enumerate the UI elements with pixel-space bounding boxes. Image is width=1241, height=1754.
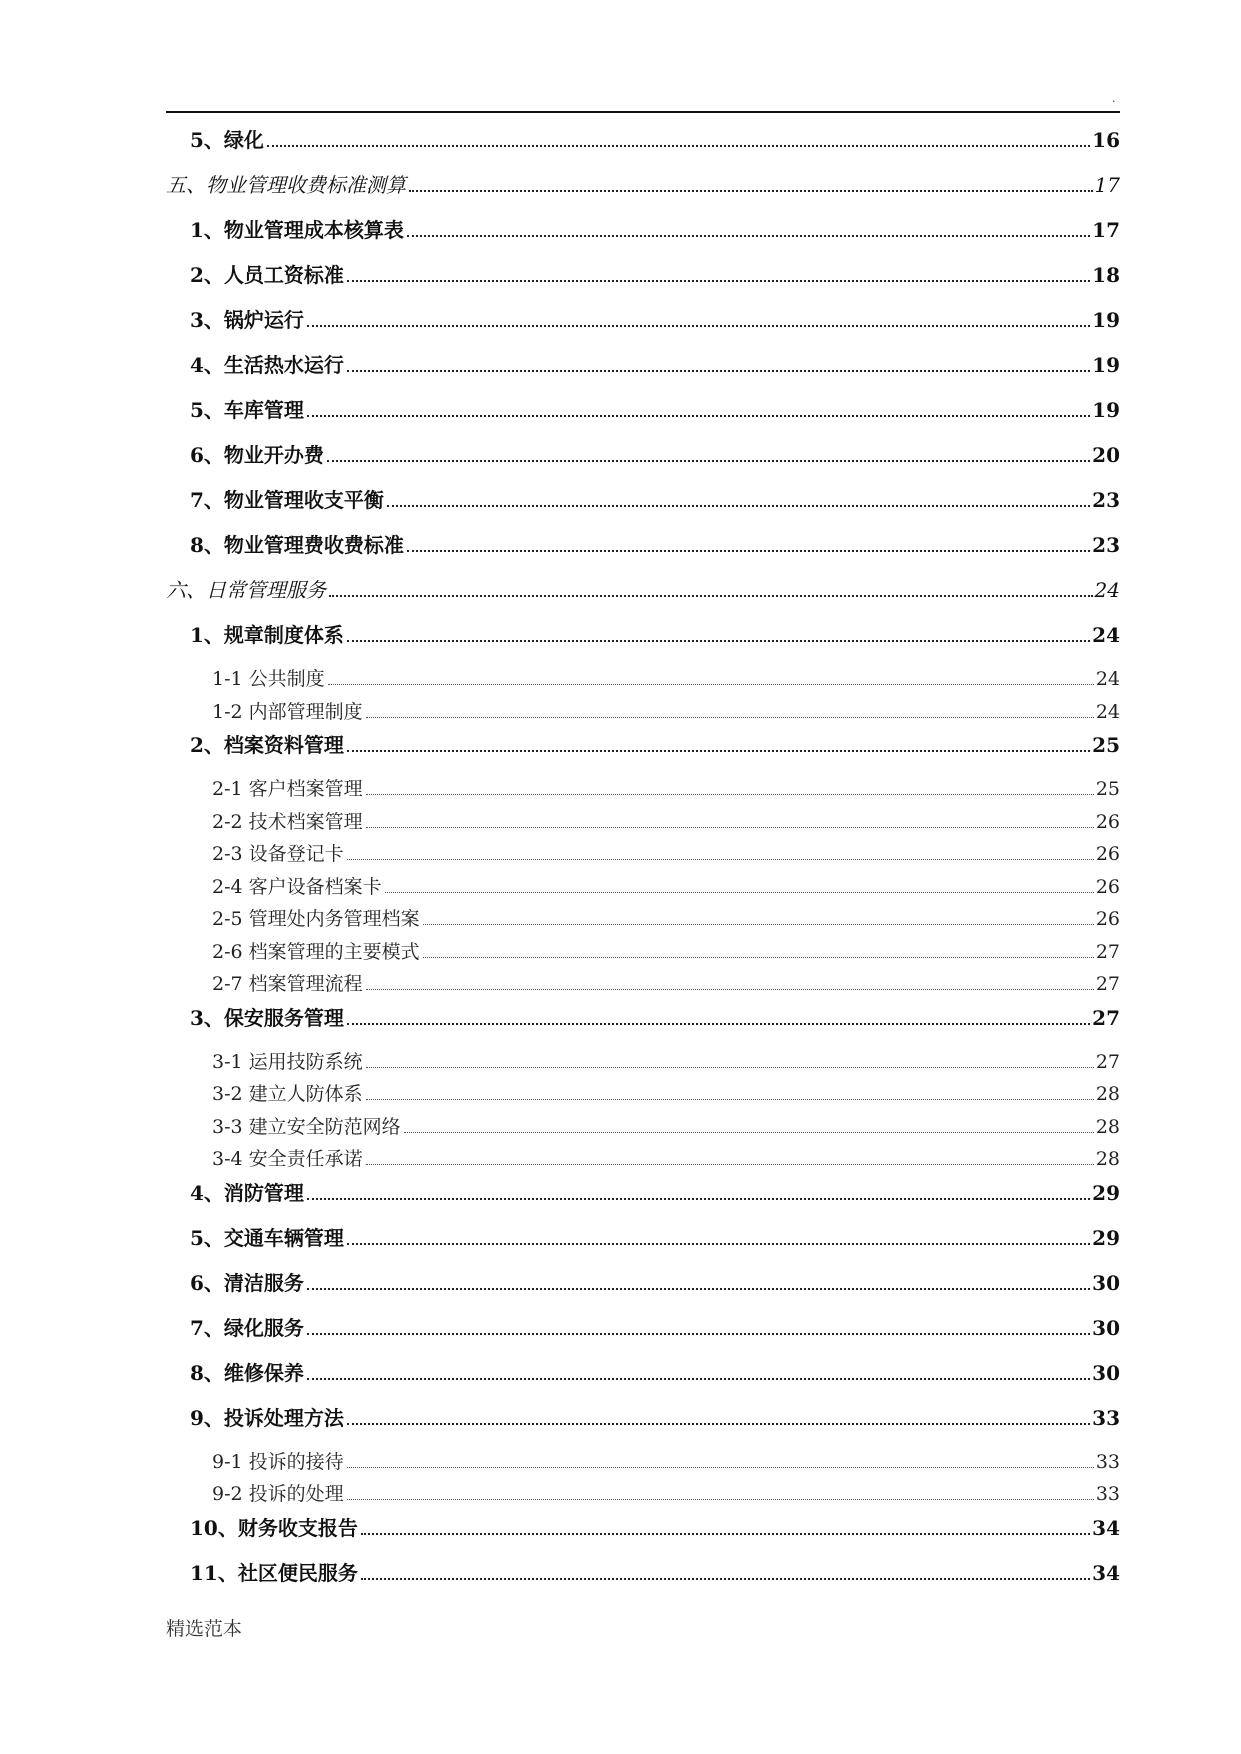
toc-entry[interactable] bbox=[166, 259, 1120, 304]
toc-entry[interactable] bbox=[166, 1267, 1120, 1312]
toc-leader-dots bbox=[307, 325, 1090, 327]
toc-entry-title: 5、交通车辆管理 bbox=[190, 1225, 344, 1250]
toc-entry[interactable] bbox=[166, 619, 1120, 664]
toc-leader-dots bbox=[366, 1099, 1094, 1100]
toc-entry[interactable] bbox=[166, 1402, 1120, 1447]
toc-leader-dots bbox=[347, 859, 1094, 860]
toc-entry-title: 3、保安服务管理 bbox=[190, 1005, 344, 1030]
toc-entry[interactable] bbox=[166, 664, 1120, 697]
toc-entry-title: 2-4 客户设备档案卡 bbox=[212, 875, 382, 898]
toc-entry-page: 30 bbox=[1092, 1315, 1120, 1340]
toc-leader-dots bbox=[307, 1378, 1090, 1380]
toc-leader-dots bbox=[347, 1467, 1094, 1468]
toc-entry[interactable] bbox=[166, 1079, 1120, 1112]
header-rule bbox=[166, 111, 1120, 113]
toc-entry-page: 33 bbox=[1092, 1405, 1120, 1430]
toc-entry[interactable] bbox=[166, 774, 1120, 807]
toc-entry-page: 17 bbox=[1094, 173, 1120, 197]
toc-leader-dots bbox=[347, 1243, 1090, 1245]
toc-leader-dots bbox=[407, 550, 1090, 552]
toc-entry-page: 19 bbox=[1092, 398, 1120, 422]
toc-entry-title: 2-6 档案管理的主要模式 bbox=[212, 940, 420, 963]
toc-leader-dots bbox=[347, 750, 1090, 752]
toc-entry[interactable] bbox=[166, 1357, 1120, 1402]
toc-entry[interactable] bbox=[166, 439, 1120, 484]
toc-entry-page: 16 bbox=[1092, 128, 1120, 152]
toc-entry[interactable] bbox=[166, 394, 1120, 439]
toc-entry-page: 30 bbox=[1092, 1270, 1120, 1295]
toc-entry-title: 五、物业管理收费标准测算 bbox=[166, 173, 406, 197]
toc-entry-title: 2-3 设备登记卡 bbox=[212, 843, 344, 865]
toc-leader-dots bbox=[347, 1023, 1090, 1025]
toc-entry-page: 24 bbox=[1092, 623, 1120, 647]
toc-entry[interactable] bbox=[166, 1144, 1120, 1177]
toc-leader-dots bbox=[347, 1499, 1094, 1500]
toc-entry-title: 1、物业管理成本核算表 bbox=[190, 218, 404, 242]
toc-entry[interactable] bbox=[166, 937, 1120, 970]
toc-entry-page: 24 bbox=[1094, 578, 1120, 602]
toc-entry-title: 7、物业管理收支平衡 bbox=[190, 488, 384, 512]
toc-entry-title: 5、绿化 bbox=[190, 128, 264, 152]
toc-entry-page: 23 bbox=[1092, 488, 1120, 512]
toc-entry-title: 3-2 建立人防体系 bbox=[212, 1083, 363, 1105]
toc-entry[interactable] bbox=[166, 904, 1120, 937]
toc-entry-title: 2-5 管理处内务管理档案 bbox=[212, 908, 420, 930]
toc-entry-page: 30 bbox=[1092, 1360, 1120, 1385]
toc-entry-page: 20 bbox=[1092, 443, 1120, 467]
toc-leader-dots bbox=[329, 595, 1093, 597]
toc-leader-dots bbox=[366, 794, 1094, 795]
toc-entry-title: 4、生活热水运行 bbox=[190, 353, 344, 377]
toc-entry-title: 2-7 档案管理流程 bbox=[212, 973, 363, 995]
toc-entry[interactable] bbox=[166, 872, 1120, 905]
toc-entry-page: 27 bbox=[1095, 940, 1120, 963]
toc-entry[interactable] bbox=[166, 1512, 1120, 1557]
toc-leader-dots bbox=[366, 1067, 1094, 1068]
toc-entry[interactable] bbox=[166, 1557, 1120, 1602]
toc-entry-title: 9-1 投诉的接待 bbox=[212, 1450, 344, 1473]
toc-entry[interactable] bbox=[166, 574, 1120, 619]
toc-leader-dots bbox=[423, 924, 1094, 925]
toc-entry-title: 六、日常管理服务 bbox=[166, 578, 326, 602]
toc-entry[interactable] bbox=[166, 304, 1120, 349]
toc-entry-title: 1-1 公共制度 bbox=[212, 668, 325, 690]
toc-leader-dots bbox=[307, 1198, 1090, 1200]
toc-entry[interactable] bbox=[166, 1177, 1120, 1222]
toc-entry-page: 28 bbox=[1095, 1148, 1120, 1170]
toc-entry[interactable] bbox=[166, 839, 1120, 872]
toc-leader-dots bbox=[366, 989, 1094, 990]
toc-entry-page: 33 bbox=[1095, 1450, 1120, 1473]
toc-entry-title: 3-4 安全责任承诺 bbox=[212, 1148, 363, 1170]
toc-leader-dots bbox=[366, 1164, 1094, 1165]
table-of-contents bbox=[166, 124, 1120, 1602]
toc-entry-page: 26 bbox=[1095, 875, 1120, 898]
toc-leader-dots bbox=[366, 717, 1094, 718]
toc-entry-title: 1、规章制度体系 bbox=[190, 623, 344, 647]
toc-entry-title: 7、绿化服务 bbox=[190, 1315, 304, 1340]
toc-entry-title: 11、社区便民服务 bbox=[190, 1560, 358, 1585]
toc-entry-page: 24 bbox=[1095, 668, 1120, 690]
toc-entry-title: 2、档案资料管理 bbox=[190, 733, 344, 757]
toc-entry-page: 17 bbox=[1092, 218, 1120, 242]
toc-entry-page: 25 bbox=[1092, 733, 1120, 757]
toc-entry-title: 5、车库管理 bbox=[190, 398, 304, 422]
toc-entry-title: 3-1 运用技防系统 bbox=[212, 1050, 363, 1073]
toc-leader-dots bbox=[327, 460, 1090, 462]
toc-entry-page: 23 bbox=[1092, 533, 1120, 557]
toc-leader-dots bbox=[307, 1288, 1090, 1290]
toc-entry[interactable] bbox=[166, 124, 1120, 169]
toc-entry[interactable] bbox=[166, 807, 1120, 840]
toc-entry[interactable] bbox=[166, 1002, 1120, 1047]
toc-entry[interactable] bbox=[166, 729, 1120, 774]
toc-entry-page: 28 bbox=[1095, 1115, 1120, 1138]
toc-entry-page: 28 bbox=[1095, 1083, 1120, 1105]
toc-entry-title: 8、物业管理费收费标准 bbox=[190, 533, 404, 557]
toc-entry[interactable] bbox=[166, 169, 1120, 214]
toc-leader-dots bbox=[347, 1423, 1090, 1425]
toc-entry[interactable] bbox=[166, 1112, 1120, 1145]
toc-entry-page: 24 bbox=[1095, 700, 1120, 723]
toc-leader-dots bbox=[361, 1533, 1090, 1535]
toc-leader-dots bbox=[387, 505, 1090, 507]
toc-entry-title: 8、维修保养 bbox=[190, 1360, 304, 1385]
toc-leader-dots bbox=[267, 145, 1090, 147]
toc-leader-dots bbox=[407, 235, 1090, 237]
toc-leader-dots bbox=[366, 827, 1094, 828]
toc-entry[interactable] bbox=[166, 1047, 1120, 1080]
toc-entry-page: 29 bbox=[1092, 1180, 1120, 1205]
toc-entry-page: 34 bbox=[1092, 1515, 1120, 1540]
toc-entry-page: 18 bbox=[1092, 263, 1120, 287]
toc-leader-dots bbox=[347, 370, 1090, 372]
toc-entry[interactable] bbox=[166, 1479, 1120, 1512]
toc-leader-dots bbox=[307, 1333, 1090, 1335]
header-mark: . bbox=[1112, 92, 1116, 105]
toc-entry-page: 19 bbox=[1092, 308, 1120, 332]
toc-entry-page: 19 bbox=[1092, 353, 1120, 377]
toc-entry[interactable] bbox=[166, 1447, 1120, 1480]
toc-entry-page: 27 bbox=[1095, 973, 1120, 995]
toc-leader-dots bbox=[347, 280, 1090, 282]
toc-entry[interactable] bbox=[166, 1312, 1120, 1357]
toc-leader-dots bbox=[307, 415, 1090, 417]
toc-entry-title: 1-2 内部管理制度 bbox=[212, 700, 363, 723]
toc-entry-page: 34 bbox=[1092, 1560, 1120, 1585]
toc-leader-dots bbox=[385, 892, 1094, 893]
toc-entry-title: 2、人员工资标准 bbox=[190, 263, 344, 287]
toc-entry-title: 3-3 建立安全防范网络 bbox=[212, 1115, 401, 1138]
toc-entry-page: 25 bbox=[1095, 778, 1120, 800]
toc-entry-title: 2-2 技术档案管理 bbox=[212, 810, 363, 833]
toc-entry-page: 26 bbox=[1095, 810, 1120, 833]
toc-entry-title: 2-1 客户档案管理 bbox=[212, 778, 363, 800]
toc-entry-title: 6、清洁服务 bbox=[190, 1270, 304, 1295]
toc-entry-title: 3、锅炉运行 bbox=[190, 308, 304, 332]
toc-leader-dots bbox=[328, 684, 1094, 685]
toc-entry[interactable] bbox=[166, 484, 1120, 529]
toc-entry-page: 33 bbox=[1095, 1483, 1120, 1505]
toc-entry[interactable] bbox=[166, 349, 1120, 394]
toc-leader-dots bbox=[347, 640, 1090, 642]
toc-leader-dots bbox=[423, 957, 1094, 958]
toc-entry-title: 9、投诉处理方法 bbox=[190, 1405, 344, 1430]
toc-entry[interactable] bbox=[166, 969, 1120, 1002]
toc-entry-page: 27 bbox=[1092, 1005, 1120, 1030]
toc-entry-title: 6、物业开办费 bbox=[190, 443, 324, 467]
toc-entry[interactable] bbox=[166, 214, 1120, 259]
toc-entry-title: 9-2 投诉的处理 bbox=[212, 1483, 344, 1505]
toc-entry-page: 27 bbox=[1095, 1050, 1120, 1073]
toc-leader-dots bbox=[404, 1132, 1094, 1133]
toc-entry-page: 26 bbox=[1095, 908, 1120, 930]
toc-leader-dots bbox=[409, 190, 1093, 192]
toc-entry-title: 4、消防管理 bbox=[190, 1180, 304, 1205]
toc-entry-page: 29 bbox=[1092, 1225, 1120, 1250]
toc-entry[interactable] bbox=[166, 1222, 1120, 1267]
footer-text: 精选范本 bbox=[166, 1618, 243, 1640]
toc-entry[interactable] bbox=[166, 697, 1120, 730]
toc-entry[interactable] bbox=[166, 529, 1120, 574]
toc-entry-title: 10、财务收支报告 bbox=[190, 1515, 358, 1540]
toc-entry-page: 26 bbox=[1095, 843, 1120, 865]
toc-leader-dots bbox=[361, 1578, 1090, 1580]
